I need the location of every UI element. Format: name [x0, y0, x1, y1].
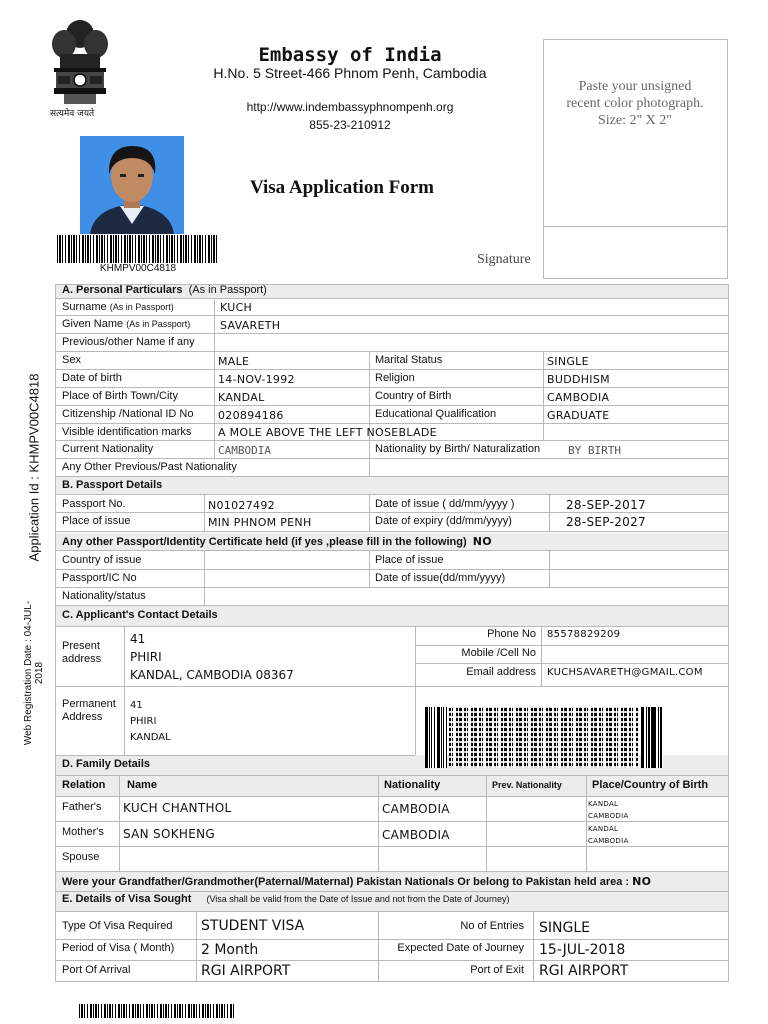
- journey-date-label: Expected Date of Journey: [397, 942, 524, 954]
- section-family-heading: D. Family Details: [62, 758, 151, 770]
- birth-country-value: CAMBODIA: [547, 391, 610, 404]
- marital-status-label: Marital Status: [375, 354, 443, 366]
- birth-town-label: Place of Birth Town/City: [62, 390, 178, 402]
- marital-status-value: SINGLE: [547, 355, 589, 368]
- port-exit-value: RGI AIRPORT: [539, 963, 629, 979]
- family-col-relation: Relation: [62, 779, 106, 791]
- visa-period-value: 2 Month: [201, 942, 259, 958]
- port-exit-label: Port of Exit: [470, 964, 524, 976]
- present-address-value: 41 PHIRI KANDAL, CAMBODIA 08367: [130, 632, 294, 682]
- phone-label: Phone No: [487, 628, 536, 640]
- dob-label: Date of birth: [62, 372, 122, 384]
- passport-issue-date-value: 28-SEP-2017: [566, 498, 646, 512]
- family-row-relation: Father's: [62, 801, 102, 813]
- section-contact-heading: C. Applicant's Contact Details: [62, 609, 218, 621]
- other-place-issue-label: Place of issue: [375, 554, 444, 566]
- permanent-address-label: Permanent Address: [62, 698, 116, 723]
- identification-marks-value: A MOLE ABOVE THE LEFT NOSEBLADE: [218, 426, 437, 439]
- religion-label: Religion: [375, 372, 415, 384]
- visa-entries-label: No of Entries: [460, 920, 524, 932]
- national-id-label: Citizenship /National ID No: [62, 408, 194, 420]
- passport-expiry-value: 28-SEP-2027: [566, 515, 646, 529]
- lion-capital-icon: [44, 14, 116, 106]
- footer-barcode: [79, 1004, 235, 1018]
- family-row-relation: Mother's: [62, 826, 104, 838]
- port-arrival-value: RGI AIRPORT: [201, 963, 291, 979]
- dob-value: 14-NOV-1992: [218, 373, 295, 386]
- family-col-nationality: Nationality: [384, 779, 441, 791]
- photo-note: Paste your unsigned recent color photograph. Size: 2" X 2": [566, 79, 704, 128]
- section-visa-heading: E. Details of Visa Sought (Visa shall be valid from the Date of Issue and not from the Date of Journey): [62, 893, 510, 905]
- permanent-address-value: 41 PHIRI KANDAL: [130, 700, 171, 743]
- education-value: GRADUATE: [547, 409, 610, 422]
- surname-value: KUCH: [220, 301, 253, 314]
- family-col-name: Name: [127, 779, 157, 791]
- form-title: Visa Application Form: [249, 177, 435, 198]
- passport-no-value: N01027492: [208, 499, 275, 512]
- nationality-status-label: Nationality/status: [62, 590, 146, 602]
- family-row-name: SAN SOKHENG: [123, 827, 215, 841]
- email-label: Email address: [466, 666, 536, 678]
- phone-value: 85578829209: [547, 629, 621, 640]
- sex-label: Sex: [62, 354, 81, 366]
- present-address-label: Present address: [62, 640, 102, 665]
- family-col-prev-nationality: Prev. Nationality: [492, 780, 562, 790]
- nationality-by-label: Nationality by Birth/ Naturalization: [375, 443, 541, 455]
- section-passport-heading: B. Passport Details: [62, 479, 163, 491]
- family-col-birth: Place/Country of Birth: [592, 779, 709, 791]
- pakistan-question: Were your Grandfather/Grandmother(Paternal/Maternal) Pakistan Nationals Or belong to Pakistan held area : NO: [62, 875, 652, 888]
- other-issue-date-label: Date of issue(dd/mm/yyyy): [375, 572, 506, 584]
- other-country-issue-label: Country of issue: [62, 554, 142, 566]
- visa-period-label: Period of Visa ( Month): [62, 942, 175, 954]
- passport-issue-date-label: Date of issue ( dd/mm/yyyy ): [375, 498, 515, 510]
- embassy-phone: 855-23-210912: [309, 118, 391, 132]
- family-row-relation: Spouse: [62, 851, 100, 863]
- passport-expiry-label: Date of expiry (dd/mm/yyyy): [375, 515, 512, 527]
- current-nationality-value: CAMBODIA: [218, 444, 271, 457]
- visa-type-value: STUDENT VISA: [201, 918, 305, 934]
- journey-date-value: 15-JUL-2018: [539, 942, 626, 958]
- pdf417-barcode: [425, 707, 663, 768]
- given-name-label: Given Name (As in Passport): [62, 318, 191, 330]
- other-passport-ic-label: Passport/IC No: [62, 572, 137, 584]
- passport-place-value: MIN PHNOM PENH: [208, 516, 312, 529]
- other-passport-question: Any other Passport/Identity Certificate held (if yes ,please fill in the following) NO: [62, 535, 492, 548]
- previous-nationality-label: Any Other Previous/Past Nationality: [62, 461, 237, 473]
- surname-label: Surname (As in Passport): [62, 301, 174, 313]
- photo-placeholder-box: [543, 39, 728, 279]
- family-row-nationality: CAMBODIA: [382, 828, 450, 842]
- birth-country-label: Country of Birth: [375, 390, 452, 402]
- birth-town-value: KANDAL: [218, 391, 265, 404]
- side-registration-date: Web Registration Date : 04-JUL-2018: [23, 600, 45, 746]
- current-nationality-label: Current Nationality: [62, 443, 154, 455]
- national-emblem: [44, 14, 116, 118]
- nationality-by-value: BY BIRTH: [568, 444, 621, 457]
- visa-type-label: Type Of Visa Required: [62, 920, 173, 932]
- passport-place-label: Place of issue: [62, 515, 131, 527]
- embassy-website[interactable]: http://www.indembassyphnompenh.org: [246, 100, 454, 114]
- sex-value: MALE: [218, 355, 250, 368]
- port-arrival-label: Port Of Arrival: [62, 964, 131, 976]
- application-barcode: [57, 235, 219, 263]
- visa-entries-value: SINGLE: [539, 920, 590, 936]
- education-label: Educational Qualification: [375, 408, 497, 420]
- emblem-motto: सत्यमेव जयते: [50, 109, 95, 119]
- embassy-title: Embassy of India: [258, 44, 442, 66]
- family-row-name: KUCH CHANTHOL: [123, 801, 232, 815]
- family-row-birth: KANDAL CAMBODIA: [588, 825, 629, 845]
- previous-name-label: Previous/other Name if any: [62, 336, 195, 348]
- embassy-address: H.No. 5 Street-466 Phnom Penh, Cambodia: [213, 65, 487, 81]
- passport-no-label: Passport No.: [62, 498, 126, 510]
- side-application-id: Application Id : KHMPV00C4818: [26, 373, 42, 562]
- religion-value: BUDDHISM: [547, 373, 610, 386]
- email-value: KUCHSAVARETH@GMAIL.COM: [547, 667, 703, 678]
- section-personal-heading: A. Personal Particulars (As in Passport): [62, 284, 267, 296]
- national-id-value: 020894186: [218, 409, 284, 422]
- identification-marks-label: Visible identification marks: [62, 426, 192, 438]
- family-row-birth: KANDAL CAMBODIA: [588, 800, 629, 820]
- barcode-text: KHMPV00C4818: [99, 263, 177, 274]
- signature-label: Signature: [477, 252, 531, 267]
- family-row-nationality: CAMBODIA: [382, 802, 450, 816]
- mobile-label: Mobile /Cell No: [461, 647, 536, 659]
- applicant-photo: [80, 136, 184, 234]
- given-name-value: SAVARETH: [220, 319, 281, 332]
